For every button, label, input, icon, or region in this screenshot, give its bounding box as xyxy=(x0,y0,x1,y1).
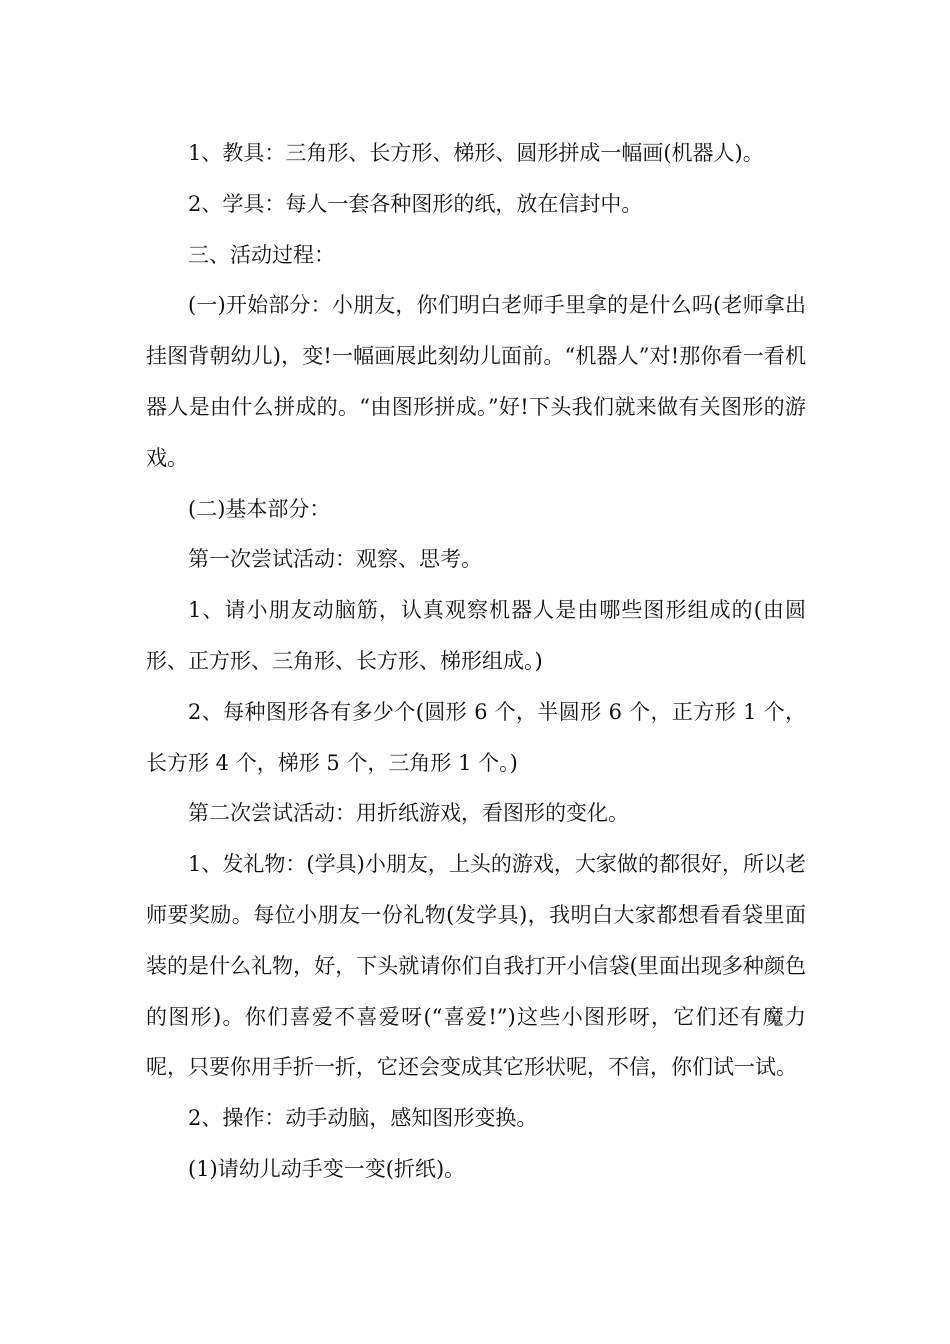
subheading-basic-part: (二)基本部分： xyxy=(188,496,331,521)
paragraph-first-attempt: 第一次尝试活动：观察、思考。 xyxy=(188,547,482,572)
paragraph-learning-aids: 2、学具：每人一套各种图形的纸，放在信封中。 xyxy=(188,191,643,216)
paragraph-second-attempt: 第二次尝试活动：用折纸游戏，看图形的变化。 xyxy=(188,801,629,826)
section-heading-activity-process: 三、活动过程： xyxy=(188,242,335,267)
paragraph-teaching-aids: 1、教具：三角形、长方形、梯形、圆形拼成一幅画(机器人)。 xyxy=(188,141,764,165)
paragraph-fold-paper: (1)请幼儿动手变一变(折纸)。 xyxy=(188,1156,466,1181)
document-body xyxy=(146,128,806,1195)
paragraph-shape-counts: 2、每种图形各有多少个(圆形 6 个，半圆形 6 个，正方形 1 个，长方形 4 个，梯形 5 个，三角形 1 个。) xyxy=(146,699,806,775)
paragraph-gifts: 1、发礼物：(学具)小朋友，上头的游戏，大家做的都很好，所以老师要奖励。每位小朋友一份礼物(发学具)，我明白大家都想看看袋里面装的是什么礼物，好，下头就请你们自我打开小信袋(里面出现多种颜色的图形)。你们喜爱不喜爱呀(“喜爱!”)这些小图形呀，它们还有魔力呢，只要你用手折一折，它还会变成其它形状呢，不信，你们试一试。 xyxy=(146,852,806,1080)
paragraph-observe-robot: 1、请小朋友动脑筋，认真观察机器人是由哪些图形组成的(由圆形、正方形、三角形、长方形、梯形组成。) xyxy=(146,598,806,673)
paragraph-operation: 2、操作：动手动脑，感知图形变换。 xyxy=(188,1106,538,1131)
paragraph-opening-part: (一)开始部分：小朋友，你们明白老师手里拿的是什么吗(老师拿出挂图背朝幼儿)，变!一幅画展此刻幼儿面前。“机器人”对!那你看一看机器人是由什么拼成的。“由图形拼成。”好!下头我们就来做有关图形的游戏。 xyxy=(146,293,806,470)
